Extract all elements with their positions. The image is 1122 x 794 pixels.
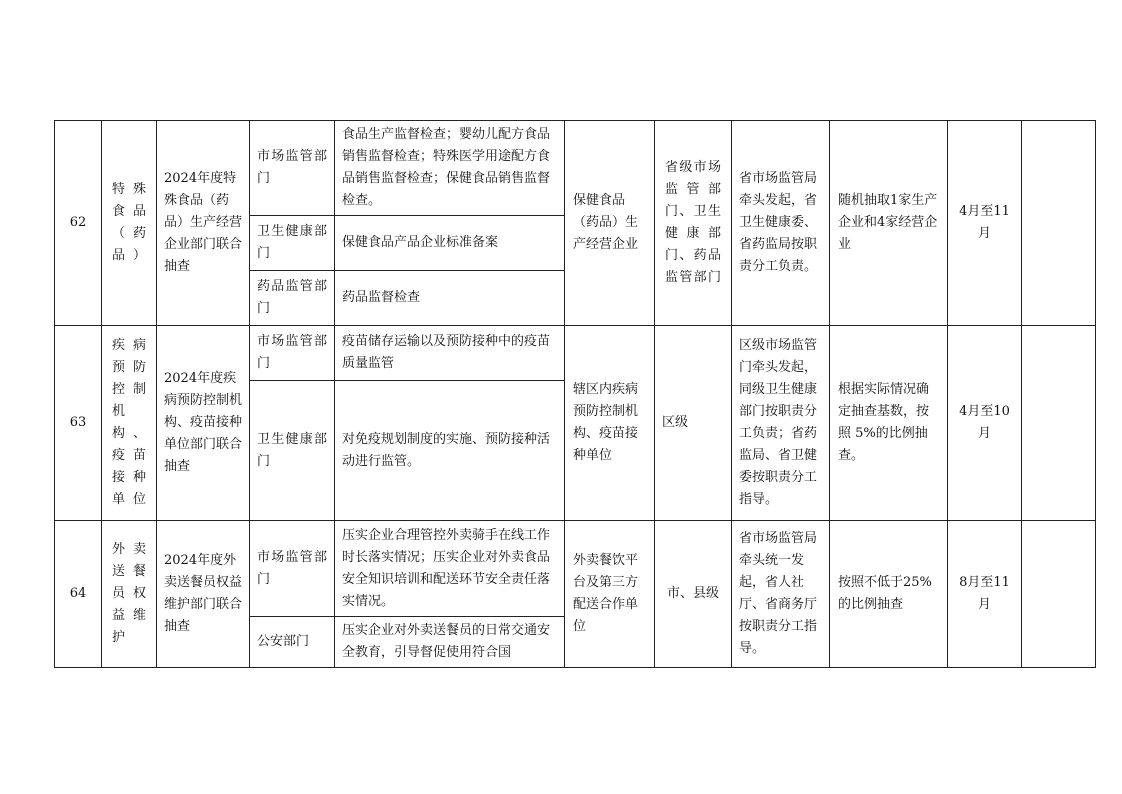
task-cell: 2024年度疾病预防控制机构、疫苗接种单位部门联合抽查 (157, 326, 250, 521)
level-cell: 省级市场监管部门、卫生健康部门、药品监管部门 (655, 121, 732, 326)
department-cell: 市场监管部门 (250, 121, 335, 216)
row-number: 62 (55, 121, 102, 326)
department-cell: 药品监管部门 (250, 271, 335, 326)
ratio-cell: 按照不低于25%的比例抽查 (830, 521, 948, 668)
task-cell: 2024年度特殊食品（药品）生产经营企业部门联合抽查 (157, 121, 250, 326)
ratio-cell: 根据实际情况确定抽查基数，按照 5%的比例抽查。 (830, 326, 948, 521)
content-cell: 保健食品产品企业标准备案 (335, 216, 565, 271)
level-cell: 区级 (655, 326, 732, 521)
department-cell: 卫生健康部门 (250, 216, 335, 271)
level-cell: 市、县级 (655, 521, 732, 668)
table-row (55, 521, 1096, 617)
content-cell: 药品监督检查 (335, 271, 565, 326)
target-cell: 辖区内疾病预防控制机构、疫苗接种单位 (565, 326, 655, 521)
content-cell: 压实企业合理管控外卖骑手在线工作时长落实情况；压实企业对外卖食品安全知识培训和配送环节安全责任落实情况。 (335, 521, 565, 617)
time-cell: 8月至11月 (948, 521, 1022, 668)
department-cell: 市场监管部门 (250, 326, 335, 381)
content-cell: 疫苗储存运输以及预防接种中的疫苗质量监管 (335, 326, 565, 381)
joint-inspection-table (54, 120, 1096, 668)
department-cell: 卫生健康部门 (250, 381, 335, 521)
department-cell: 市场监管部门 (250, 521, 335, 617)
row-number: 64 (55, 521, 102, 668)
table-row (55, 121, 1096, 216)
category-cell: 特殊食品（药品） (102, 121, 157, 326)
category-cell: 疾病预防控制机构、疫苗接种单位 (102, 326, 157, 521)
time-cell: 4月至10月 (948, 326, 1022, 521)
target-cell: 外卖餐饮平台及第三方配送合作单位 (565, 521, 655, 668)
department-cell: 公安部门 (250, 617, 335, 668)
division-cell: 省市场监管局牵头统一发起，省人社厅、省商务厅按职责分工指导。 (732, 521, 830, 668)
content-cell: 对免疫规划制度的实施、预防接种活动进行监管。 (335, 381, 565, 521)
remark-cell (1022, 121, 1096, 326)
table-row (55, 326, 1096, 381)
inspection-table-page (54, 120, 1095, 668)
content-cell: 食品生产监督检查；婴幼儿配方食品销售监督检查；特殊医学用途配方食品销售监督检查；保健食品销售监督检查。 (335, 121, 565, 216)
division-cell: 区级市场监管门牵头发起，同级卫生健康部门按职责分工负责；省药监局、省卫健委按职责分工指导。 (732, 326, 830, 521)
remark-cell (1022, 326, 1096, 521)
time-cell: 4月至11月 (948, 121, 1022, 326)
ratio-cell: 随机抽取1家生产企业和4家经营企业 (830, 121, 948, 326)
target-cell: 保健食品（药品）生产经营企业 (565, 121, 655, 326)
category-cell: 外卖送餐员权益维护 (102, 521, 157, 668)
division-cell: 省市场监管局牵头发起，省卫生健康委、省药监局按职责分工负责。 (732, 121, 830, 326)
task-cell: 2024年度外卖送餐员权益维护部门联合抽查 (157, 521, 250, 668)
row-number: 63 (55, 326, 102, 521)
content-cell: 压实企业对外卖送餐员的日常交通安全教育，引导督促使用符合国 (335, 617, 565, 668)
remark-cell (1022, 521, 1096, 668)
